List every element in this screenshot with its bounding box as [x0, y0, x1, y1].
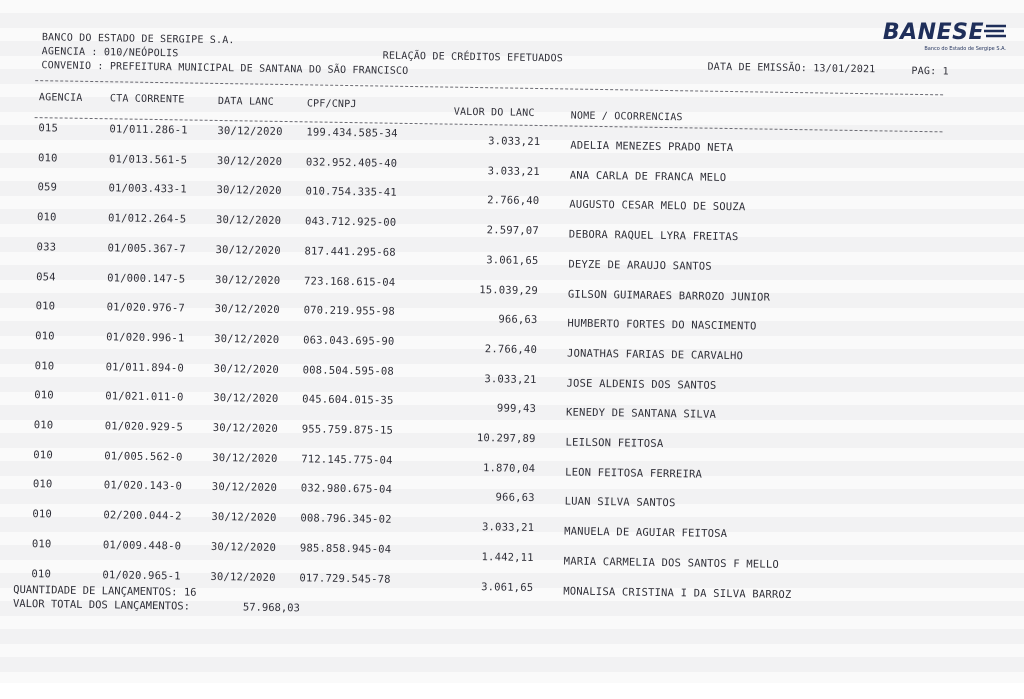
cell-conta: 01/011.286-1 [109, 123, 188, 137]
cell-nome: ADELIA MENEZES PRADO NETA [570, 139, 734, 155]
col-agencia: AGENCIA [38, 92, 83, 104]
cell-valor: 10.297,89 [476, 432, 536, 445]
cell-nome: JONATHAS FARIAS DE CARVALHO [566, 347, 744, 363]
cell-cpf: 045.604.015-35 [302, 393, 394, 408]
cell-nome: GILSON GUIMARAES BARROZO JUNIOR [567, 287, 771, 304]
cell-conta: 01/020.143-0 [103, 479, 183, 493]
col-cpf: CPF/CNPJ [306, 98, 357, 111]
logo-subtitle: Banco do Estado de Sergipe S.A. [924, 46, 1006, 52]
cell-agencia: 010 [32, 508, 53, 521]
col-nome: NOME / OCORRENCIAS [570, 110, 683, 124]
cell-valor: 3.061,65 [481, 580, 534, 594]
cell-cpf: 955.759.875-15 [301, 423, 394, 437]
cell-data: 30/12/2020 [214, 332, 280, 346]
cell-cpf: 070.219.955-98 [303, 304, 396, 318]
cell-nome: ANA CARLA DE FRANCA MELO [569, 169, 727, 184]
cell-conta: 01/005.562-0 [104, 449, 183, 464]
cell-agencia: 010 [31, 567, 52, 580]
quantity-line: QUANTIDADE DE LANÇAMENTOS: 16 [13, 583, 197, 599]
cell-nome: DEBORA RAQUEL LYRA FREITAS [568, 228, 739, 244]
cell-agencia: 010 [32, 478, 53, 491]
cell-agencia: 010 [35, 330, 55, 343]
cell-conta: 01/020.996-1 [106, 331, 185, 345]
cell-data: 30/12/2020 [213, 392, 279, 406]
cell-valor: 1.442,11 [481, 550, 534, 564]
cell-conta: 01/000.147-5 [107, 271, 186, 285]
bank-name: BANCO DO ESTADO DE SERGIPE S.A. [41, 32, 235, 47]
cell-cpf: 010.754.335-41 [305, 185, 397, 200]
cell-cpf: 032.952.405-40 [305, 156, 398, 170]
cell-data: 30/12/2020 [211, 511, 277, 525]
col-data: DATA LANC [217, 95, 274, 108]
cell-valor: 1.870,04 [482, 461, 536, 475]
cell-nome: KENEDY DE SANTANA SILVA [565, 406, 717, 422]
logo-stripes-icon [982, 24, 1006, 42]
cell-conta: 01/020.976-7 [106, 301, 186, 315]
cell-data: 30/12/2020 [211, 481, 278, 495]
cell-valor: 3.033,21 [484, 372, 537, 386]
cell-nome: HUMBERTO FORTES DO NASCIMENTO [567, 317, 757, 333]
cell-valor: 2.597,07 [486, 224, 539, 238]
cell-agencia: 010 [31, 537, 52, 551]
cell-nome: MARIA CARMELIA DOS SANTOS F MELLO [563, 555, 780, 571]
cell-valor: 15.039,29 [479, 283, 539, 297]
cell-agencia: 010 [37, 151, 58, 165]
logo-wordmark: BANESE [882, 20, 984, 45]
cell-agencia: 010 [33, 419, 54, 432]
cell-nome: LEON FEITOSA FERREIRA [565, 466, 703, 481]
total-value: 57.968,03 [242, 601, 300, 615]
cell-data: 30/12/2020 [210, 570, 276, 584]
page-number: PAG: 1 [911, 65, 949, 78]
col-conta: CTA CORRENTE [109, 93, 185, 106]
cell-cpf: 017.729.545-78 [299, 571, 391, 586]
cell-cpf: 008.504.595-08 [302, 363, 395, 378]
cell-agencia: 059 [37, 181, 58, 194]
cell-agencia: 010 [36, 211, 57, 224]
cell-cpf: 043.712.925-00 [304, 215, 397, 229]
cell-conta: 01/009.448-0 [102, 539, 182, 553]
cell-data: 30/12/2020 [216, 184, 282, 198]
cell-conta: 01/003.433-1 [108, 182, 187, 196]
cell-cpf: 199.434.585-34 [306, 126, 398, 140]
cell-valor: 3.033,21 [481, 521, 535, 535]
cell-valor: 2.766,40 [487, 194, 540, 208]
total-label: VALOR TOTAL DOS LANÇAMENTOS: [12, 597, 191, 613]
cell-data: 30/12/2020 [216, 154, 283, 168]
cell-data: 30/12/2020 [215, 273, 281, 287]
header-divider-top [35, 80, 943, 95]
cell-valor: 999,43 [496, 402, 537, 416]
col-valor: VALOR DO LANC [453, 106, 535, 119]
cell-agencia: 010 [34, 359, 55, 373]
cell-data: 30/12/2020 [217, 124, 283, 138]
cell-conta: 01/021.011-0 [105, 390, 184, 404]
cell-valor: 3.061,65 [486, 253, 539, 267]
cell-agencia: 015 [38, 122, 59, 135]
cell-nome: MANUELA DE AGUIAR FEITOSA [564, 525, 728, 541]
cell-conta: 02/200.044-2 [103, 509, 182, 523]
banese-logo [882, 20, 1006, 56]
cell-conta: 01/012.264-5 [107, 212, 187, 226]
cell-nome: JOSE ALDENIS DOS SANTOS [566, 377, 717, 392]
cell-nome: MONALISA CRISTINA I DA SILVA BARROZ [563, 584, 792, 601]
cell-data: 30/12/2020 [215, 243, 281, 257]
cell-nome: LUAN SILVA SANTOS [564, 495, 676, 510]
cell-cpf: 712.145.775-04 [301, 453, 393, 467]
cell-nome: LEILSON FEITOSA [565, 436, 664, 450]
cell-agencia: 010 [33, 448, 53, 462]
cell-valor: 966,63 [495, 491, 535, 505]
cell-data: 30/12/2020 [210, 540, 277, 554]
cell-agencia: 033 [36, 240, 57, 254]
convenio-line: CONVENIO : PREFEITURA MUNICIPAL DE SANTANA DO SÃO FRANCISCO [41, 60, 409, 77]
agencia-line: AGENCIA : 010/NEÓPOLIS [41, 46, 179, 60]
cell-cpf: 985.858.945-04 [299, 542, 392, 556]
cell-data: 30/12/2020 [214, 303, 280, 317]
cell-cpf: 008.796.345-02 [300, 512, 392, 526]
emission-date: DATA DE EMISSÃO: 13/01/2021 [707, 61, 876, 76]
cell-data: 30/12/2020 [212, 421, 279, 435]
cell-cpf: 817.441.295-68 [304, 245, 396, 259]
cell-data: 30/12/2020 [215, 214, 282, 228]
cell-valor: 2.766,40 [484, 343, 538, 356]
cell-agencia: 010 [34, 389, 54, 402]
cell-conta: 01/020.965-1 [102, 568, 181, 582]
cell-cpf: 063.043.695-90 [303, 334, 395, 348]
report-title: RELAÇÃO DE CRÉDITOS EFETUADOS [382, 50, 564, 65]
cell-valor: 3.033,21 [487, 164, 540, 178]
cell-nome: AUGUSTO CESAR MELO DE SOUZA [569, 198, 746, 214]
cell-conta: 01/020.929-5 [104, 420, 184, 434]
cell-agencia: 054 [36, 270, 56, 283]
cell-conta: 01/013.561-5 [108, 152, 188, 167]
cell-agencia: 010 [35, 300, 56, 313]
cell-cpf: 032.980.675-04 [300, 482, 393, 497]
cell-data: 30/12/2020 [213, 362, 280, 376]
cell-valor: 3.033,21 [488, 135, 541, 149]
cell-conta: 01/011.894-0 [105, 360, 185, 375]
cell-cpf: 723.168.615-04 [303, 274, 396, 289]
cell-conta: 01/005.367-7 [107, 242, 186, 256]
cell-data: 30/12/2020 [212, 451, 278, 465]
cell-valor: 966,63 [498, 313, 538, 327]
cell-nome: DEYZE DE ARAUJO SANTOS [568, 258, 712, 273]
